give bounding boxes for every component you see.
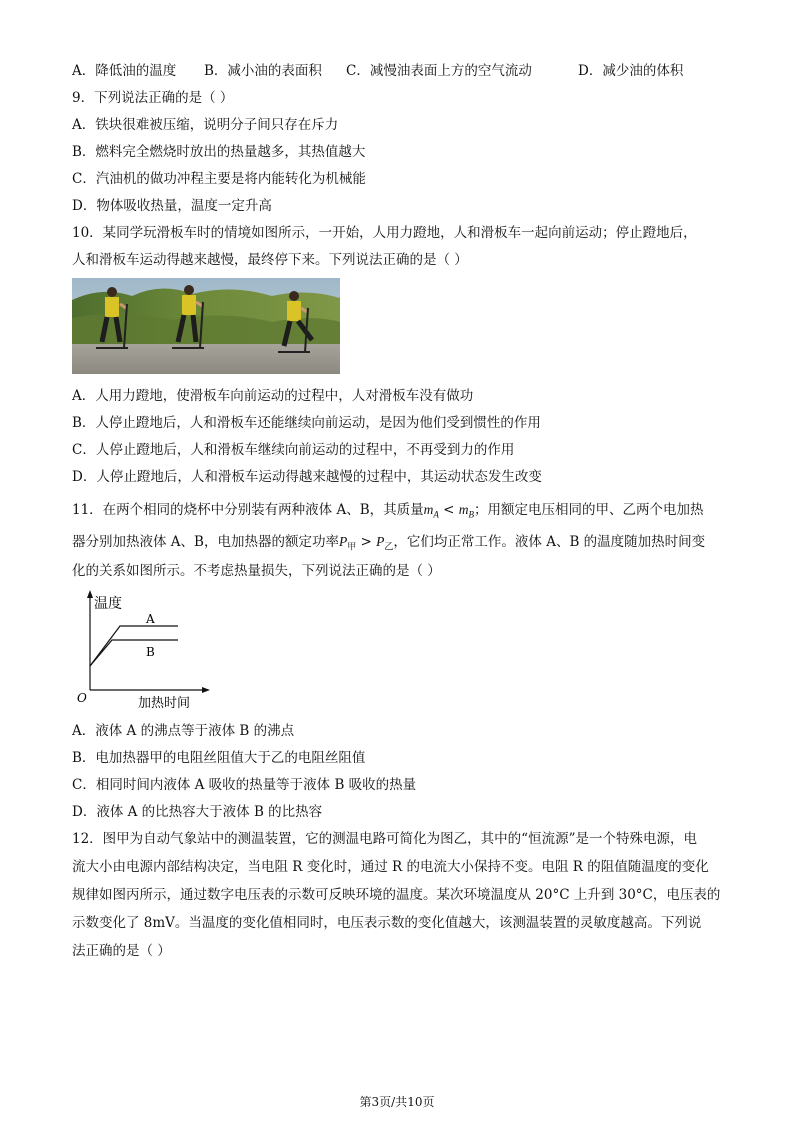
q9-option-d: D．物体吸收热量，温度一定升高 xyxy=(72,198,272,214)
line-a-label: A xyxy=(146,612,155,626)
mass-symbol-a: m xyxy=(423,502,434,517)
q12-stem-line5: 法正确的是（ ） xyxy=(72,943,171,959)
q10-option-b: B．人停止蹬地后，人和滑板车还能继续向前运动，是因为他们受到惯性的作用 xyxy=(72,415,541,431)
subscript-yi: 乙 xyxy=(384,542,394,553)
power-symbol-yi: P xyxy=(376,534,385,549)
q11-line2-start: 器分别加热液体 A、B，电加热器的额定功率 xyxy=(72,534,339,550)
subscript-a: A xyxy=(433,509,439,520)
q8-option-d: D．减少油的体积 xyxy=(578,63,684,79)
q8-option-b: B．减小油的表面积 xyxy=(204,63,322,79)
y-axis-label: 温度 xyxy=(94,596,122,612)
q11-line1-end: ；用额定电压相同的甲、乙两个电加热 xyxy=(474,502,704,518)
q9-option-c: C．汽油机的做功冲程主要是将内能转化为机械能 xyxy=(72,171,366,187)
x-axis-label: 加热时间 xyxy=(138,696,191,710)
mass-symbol-b: m xyxy=(458,502,469,517)
q10-option-c: C．人停止蹬地后，人和滑板车继续向前运动的过程中，不再受到力的作用 xyxy=(72,442,515,458)
q11-line1-start: 11．在两个相同的烧杯中分别装有两种液体 A、B，其质量 xyxy=(72,502,424,518)
q9-option-b: B．燃料完全燃烧时放出的热量越多，其热值越大 xyxy=(72,144,366,160)
subscript-b: B xyxy=(468,509,475,520)
page-footer: 第3页/共10页 xyxy=(359,1095,435,1109)
subscript-jia: 甲 xyxy=(347,542,357,553)
q12-stem-line4: 示数变化了 8mV。当温度的变化值相同时，电压表示数的变化值越大，该测温装置的灵敏度越高。下列说 xyxy=(72,915,702,931)
q11-stem-line3: 化的关系如图所示。不考虑热量损失，下列说法正确的是（ ） xyxy=(72,563,441,579)
q11-option-a: A．液体 A 的沸点等于液体 B 的沸点 xyxy=(72,723,295,739)
q10-stem-line2: 人和滑板车运动得越来越慢，最终停下来。下列说法正确的是（ ） xyxy=(72,252,468,268)
q12-stem-line2: 流大小由电源内部结构决定，当电阻 R 变化时，通过 R 的电流大小保持不变。电阻 R 的阻值随温度的变化 xyxy=(72,859,709,875)
q11-line2-end: ，它们均正常工作。液体 A、B 的温度随加热时间变 xyxy=(393,534,706,550)
q9-option-a: A．铁块很难被压缩，说明分子间只存在斥力 xyxy=(72,117,339,133)
q11-option-c: C．相同时间内液体 A 吸收的热量等于液体 B 吸收的热量 xyxy=(72,777,417,793)
q10-option-a: A．人用力蹬地，使滑板车向前运动的过程中，人对滑板车没有做功 xyxy=(72,388,474,404)
q12-stem-line1: 12．图甲为自动气象站中的测温装置，它的测温电路可简化为图乙，其中的“恒流源”是一个特殊电源，电 xyxy=(72,831,697,847)
q8-options xyxy=(72,62,683,80)
greater-than-sign: > xyxy=(356,534,377,550)
q12-stem-line3: 规律如图丙所示，通过数字电压表的示数可反映环境的温度。某次环境温度从 20°C 上升到 30°C，电压表的 xyxy=(72,887,721,903)
line-b-label: B xyxy=(146,645,155,659)
line-a xyxy=(90,626,178,666)
q11-option-b: B．电加热器甲的电阻丝阻值大于乙的电阻丝阻值 xyxy=(72,750,366,766)
q9-stem: 9．下列说法正确的是（ ） xyxy=(72,90,234,106)
q11-stem-line2 xyxy=(72,533,705,557)
y-axis-arrow xyxy=(87,590,93,598)
origin-label: O xyxy=(77,691,87,705)
q8-option-a: A．降低油的温度 xyxy=(72,63,177,79)
q11-stem-line1 xyxy=(72,501,704,524)
temperature-time-graph xyxy=(72,586,212,710)
q10-stem-line1: 10．某同学玩滑板车时的情境如图所示，一开始，人用力蹬地，人和滑板车一起向前运动；停止蹬地后， xyxy=(72,225,697,241)
q8-option-c: C．减慢油表面上方的空气流动 xyxy=(346,63,532,79)
line-b xyxy=(90,640,178,666)
x-axis-arrow xyxy=(202,687,210,693)
power-symbol-jia: P xyxy=(338,534,348,549)
q10-option-d: D．人停止蹬地后，人和滑板车运动得越来越慢的过程中，其运动状态发生改变 xyxy=(72,469,542,485)
q11-option-d: D．液体 A 的比热容大于液体 B 的比热容 xyxy=(72,804,323,820)
less-than-sign: < xyxy=(438,502,459,518)
scooter-photo xyxy=(72,278,340,374)
